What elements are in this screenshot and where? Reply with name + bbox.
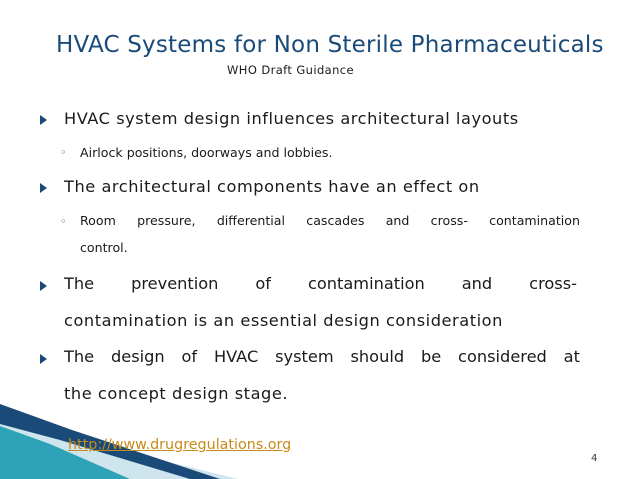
word: should bbox=[350, 347, 405, 366]
bullet-arrow-icon bbox=[40, 115, 47, 125]
word: contamination bbox=[307, 274, 425, 293]
word: and bbox=[385, 213, 410, 228]
word: The bbox=[64, 347, 95, 366]
bullet-4-line-2: the concept design stage. bbox=[64, 384, 289, 403]
word: at bbox=[563, 347, 580, 366]
bullet-1-sub-text: Airlock positions, doorways and lobbies. bbox=[80, 145, 333, 160]
word: design bbox=[110, 347, 165, 366]
sub-bullet-circle-icon: ◦ bbox=[60, 146, 67, 159]
word: and bbox=[461, 274, 493, 293]
word: HVAC bbox=[213, 347, 259, 366]
bullet-arrow-icon bbox=[40, 183, 47, 193]
word: considered bbox=[458, 347, 547, 366]
word: pressure, bbox=[137, 213, 196, 228]
page-number: 4 bbox=[591, 453, 598, 464]
word: cross- bbox=[529, 274, 577, 293]
bullet-2-text: The architectural components have an effect on bbox=[64, 177, 480, 196]
word: contamination bbox=[489, 213, 580, 228]
bullet-3-line-2: contamination is an essential design consideration bbox=[64, 311, 503, 330]
word: cascades bbox=[306, 213, 365, 228]
bullet-4-line-1 bbox=[64, 347, 580, 366]
slide-subtitle: WHO Draft Guidance bbox=[227, 63, 354, 77]
bullet-arrow-icon bbox=[40, 281, 47, 291]
word: The bbox=[64, 274, 95, 293]
bullet-1-text: HVAC system design influences architectural layouts bbox=[64, 109, 519, 128]
word: cross- bbox=[430, 213, 468, 228]
word: be bbox=[420, 347, 442, 366]
bullet-arrow-icon bbox=[40, 354, 47, 364]
sub-bullet-circle-icon: ◦ bbox=[60, 215, 67, 228]
word: system bbox=[275, 347, 334, 366]
word: prevention bbox=[131, 274, 219, 293]
bullet-3-line-1 bbox=[64, 274, 577, 293]
word: differential bbox=[216, 213, 286, 228]
word: of bbox=[181, 347, 198, 366]
slide-title: HVAC Systems for Non Sterile Pharmaceuticals bbox=[56, 32, 604, 58]
bullet-2-sub-line-2: control. bbox=[80, 240, 128, 255]
bullet-2-sub-line-1 bbox=[80, 213, 580, 228]
word: Room bbox=[80, 213, 116, 228]
word: of bbox=[255, 274, 271, 293]
drugregulations-link[interactable]: http://www.drugregulations.org bbox=[68, 437, 292, 453]
